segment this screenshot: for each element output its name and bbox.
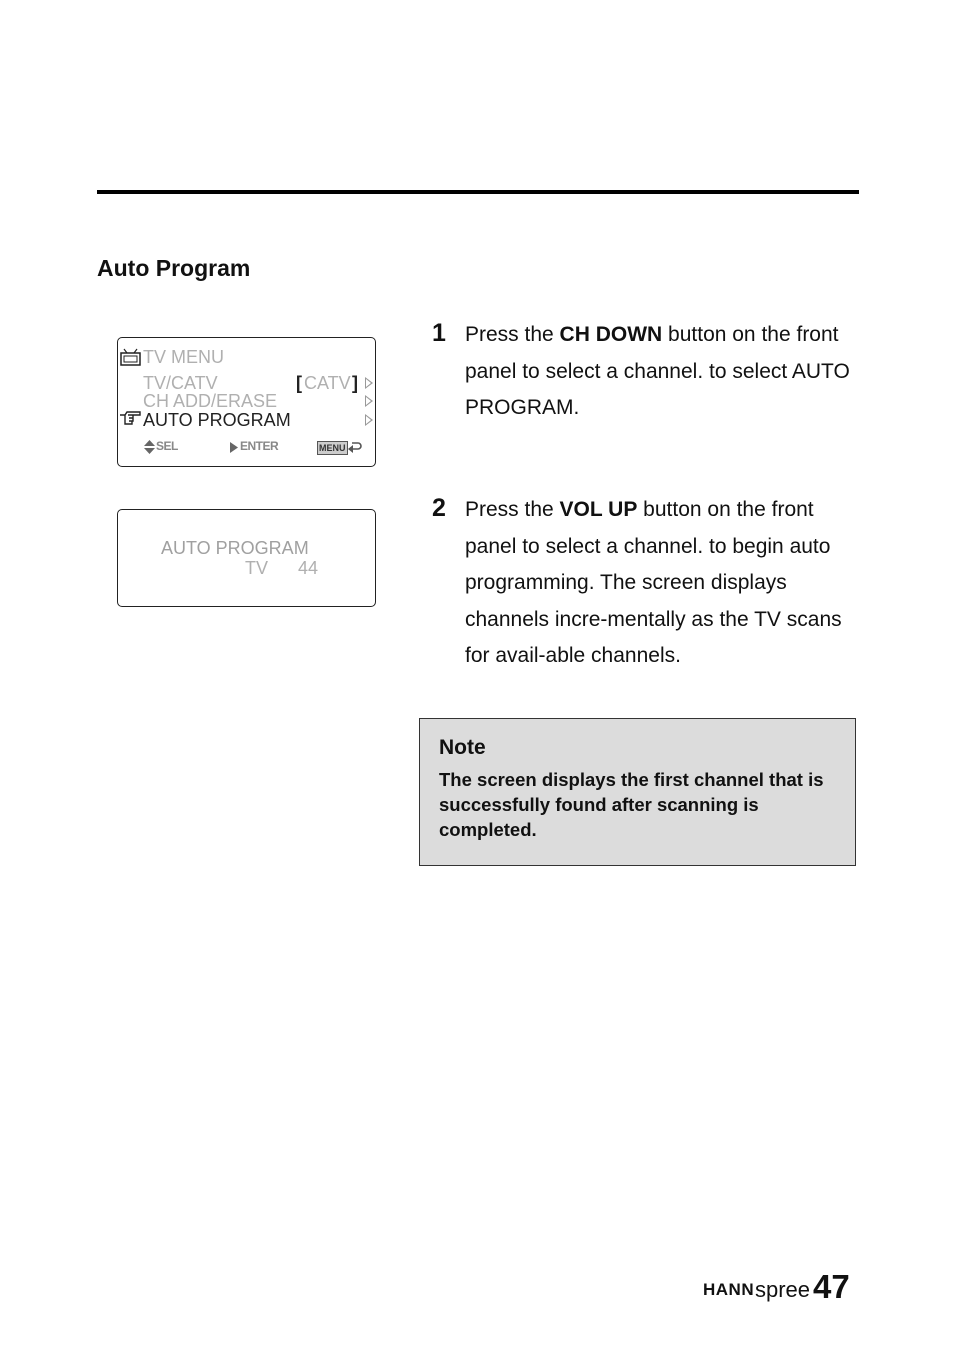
- osd-row-auto-label: AUTO PROGRAM: [143, 410, 291, 430]
- arrow-right-icon: [365, 395, 373, 407]
- osd-row-tvcatv-value: CATV: [304, 373, 351, 393]
- step-text-pre: Press the: [465, 498, 560, 521]
- osd-menu-title: TV MENU: [143, 347, 224, 367]
- top-rule: [97, 190, 859, 194]
- osd-sel-label: SEL: [156, 439, 178, 453]
- note-text: The screen displays the first channel that is successfully found after scanning is completed.: [439, 769, 824, 840]
- page-number: 47: [813, 1268, 850, 1305]
- bracket-left-icon: [: [296, 373, 302, 393]
- osd-row-tvcatv-label: TV/CATV: [143, 373, 218, 393]
- step-text: [465, 317, 855, 427]
- note-box: [419, 718, 856, 866]
- osd-progress-channel: 44: [298, 558, 319, 578]
- arrow-right-icon: [365, 414, 373, 426]
- step-text-post: button on the front panel to select a channel. to select AUTO PROGRAM.: [465, 323, 850, 419]
- step-key: VOL UP: [559, 498, 638, 521]
- note-title: Note: [439, 736, 486, 759]
- step-number: 1: [432, 319, 446, 347]
- step-number: 2: [432, 494, 446, 522]
- osd-tv-menu: [117, 337, 376, 467]
- step-key: CH DOWN: [559, 323, 663, 346]
- up-down-icon: [144, 440, 155, 454]
- brand-logo-light: spree: [755, 1277, 811, 1302]
- osd-progress-label: AUTO PROGRAM: [161, 538, 309, 558]
- osd-progress-mode: TV: [245, 558, 269, 578]
- osd-enter-label: ENTER: [240, 439, 279, 453]
- bracket-right-icon: ]: [352, 373, 358, 393]
- pointing-hand-icon: [119, 410, 141, 426]
- arrow-right-icon: [365, 377, 373, 389]
- section-title: Auto Program: [97, 255, 251, 281]
- tv-icon: [120, 348, 141, 366]
- return-arrow-icon: [348, 441, 362, 453]
- osd-menu-key: MENU: [319, 443, 346, 453]
- osd-row-ch-label: CH ADD/ERASE: [143, 391, 278, 411]
- step-text: [465, 492, 855, 675]
- step-text-post: button on the front panel to select a channel. to begin auto programming. The screen displays channels incre-mentally as the TV scans for avail-able channels.: [465, 498, 842, 667]
- step-text-pre: Press the: [465, 323, 560, 346]
- play-icon: [230, 442, 238, 453]
- brand-logo-bold: HANN: [703, 1280, 755, 1299]
- osd-auto-program: [117, 509, 376, 607]
